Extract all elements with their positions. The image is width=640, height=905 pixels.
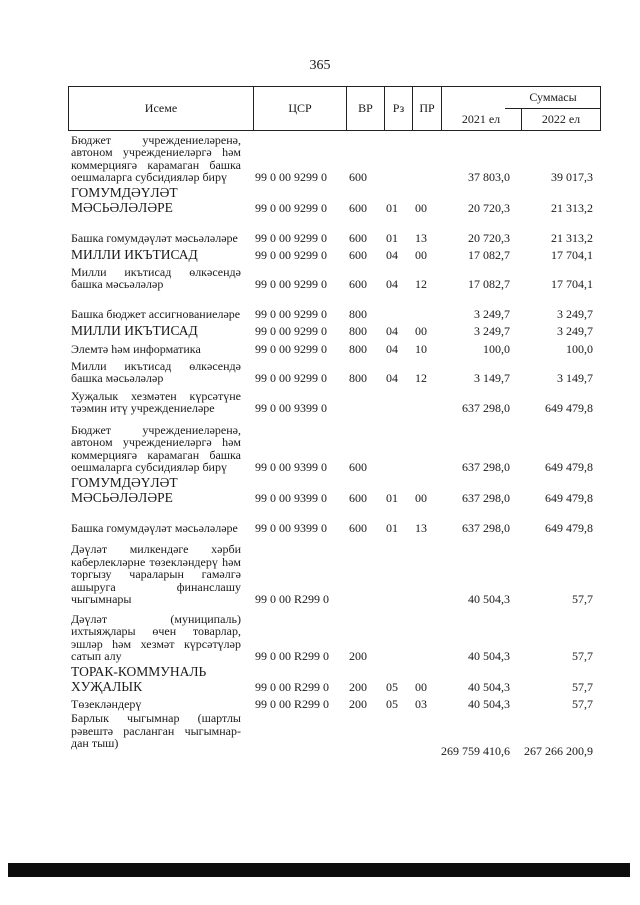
- row-vr: 800: [349, 307, 367, 321]
- row-name: Башка бюджет ассигнованиеләре: [71, 307, 241, 322]
- page-number: 365: [309, 58, 331, 73]
- row-sum-2021: 637 298,0: [462, 401, 510, 415]
- row-name: ТОРАК-КОММУНАЛЬ ХУҖАЛЫК: [71, 664, 207, 694]
- row-vr: 600: [349, 521, 367, 535]
- row-name: Милли икътисад өлкәсендә башка мәсьәләләр: [71, 358, 241, 386]
- row-sum-2022: 100,0: [566, 342, 593, 356]
- header-pr-label: ПР: [419, 101, 435, 115]
- header-year-2021: 2021 ел: [461, 112, 501, 126]
- row-vr: 800: [349, 342, 367, 356]
- row-name: Элемтә һәм информатика: [71, 342, 201, 357]
- row-csr: 99 0 00 9399 0: [255, 460, 327, 474]
- row-sum-2022: 57,7: [572, 680, 593, 694]
- row-sum-2021: 40 504,3: [468, 649, 510, 663]
- row-sum-2021: 20 720,3: [468, 201, 510, 215]
- row-name: Башка гомумдәүләт мәсьәләләре: [71, 231, 238, 246]
- row-csr: 99 0 00 9399 0: [255, 491, 327, 505]
- row-csr: 99 0 00 9299 0: [255, 170, 327, 184]
- row-name: МИЛЛИ ИКЪТИСАД: [71, 247, 198, 262]
- row-pr: 12: [415, 277, 427, 291]
- table-row: [68, 506, 601, 535]
- row-sum-2022: 649 479,8: [545, 401, 593, 415]
- row-pr: 00: [415, 491, 427, 505]
- row-sum-2021: 3 149,7: [474, 371, 510, 385]
- row-sum-2021: 40 504,3: [468, 592, 510, 606]
- table-row: [68, 357, 601, 385]
- row-sum-2021: 37 803,0: [468, 170, 510, 184]
- row-pr: 10: [415, 342, 427, 356]
- table-row: [68, 416, 601, 474]
- row-sum-2021: 3 249,7: [474, 324, 510, 338]
- row-sum-2021: 637 298,0: [462, 521, 510, 535]
- scan-edge-bar: [8, 863, 630, 877]
- row-pr: 00: [415, 248, 427, 262]
- row-sum-2022: 3 249,7: [557, 324, 593, 338]
- row-pr: 12: [415, 371, 427, 385]
- row-vr: 600: [349, 170, 367, 184]
- table-row: [68, 130, 601, 184]
- table-row: [68, 246, 601, 262]
- row-csr: 99 0 00 9299 0: [255, 324, 327, 338]
- header-year-2022: 2022 ел: [541, 112, 581, 126]
- row-sum-2022: 649 479,8: [545, 521, 593, 535]
- row-csr: 99 0 00 9299 0: [255, 342, 327, 356]
- row-sum-2022: 21 313,2: [551, 231, 593, 245]
- table-row: [68, 386, 601, 415]
- table-row: [68, 216, 601, 245]
- row-sum-2022: 57,7: [572, 592, 593, 606]
- row-rz: 05: [386, 697, 398, 711]
- header-vr: ВР: [347, 87, 385, 130]
- row-name: Бюджет учреждениеләренә, автоном учреждениеләргә һәм коммерциягә карамаган башка оешмаларга субсидияләр бирү: [71, 132, 241, 185]
- row-rz: 04: [386, 248, 398, 262]
- row-pr: 13: [415, 231, 427, 245]
- row-name: Башка гомумдәүләт мәсьәләләре: [71, 521, 238, 536]
- row-sum-2022: 3 149,7: [557, 371, 593, 385]
- row-sum-2021: 637 298,0: [462, 491, 510, 505]
- row-sum-2021: 40 504,3: [468, 680, 510, 694]
- row-sum-2021: 100,0: [483, 342, 510, 356]
- table-row: [68, 536, 601, 606]
- row-csr: 99 0 00 R299 0: [255, 697, 330, 711]
- row-name: МИЛЛИ ИКЪТИСАД: [71, 323, 198, 338]
- row-rz: 04: [386, 342, 398, 356]
- row-vr: 200: [349, 697, 367, 711]
- row-rz: 01: [386, 521, 398, 535]
- row-rz: 04: [386, 277, 398, 291]
- row-sum-2021: 17 082,7: [468, 277, 510, 291]
- row-csr: 99 0 00 9299 0: [255, 201, 327, 215]
- row-name: Барлык чыгымнар (шартлы рәвештә расланган чыгымнар-дан тыш): [71, 711, 241, 751]
- row-pr: 00: [415, 680, 427, 694]
- row-sum-2022: 21 313,2: [551, 201, 593, 215]
- row-sum-2022: 649 479,8: [545, 491, 593, 505]
- row-pr: 00: [415, 201, 427, 215]
- row-sum-2022: 57,7: [572, 649, 593, 663]
- row-vr: 800: [349, 371, 367, 385]
- table-row: [68, 695, 601, 711]
- row-csr: 99 0 00 R299 0: [255, 680, 330, 694]
- row-name: Дәүләт (муниципаль) ихтыяҗлары өчен товарлар, эшләр һәм хезмәт күрсәтүләр сатып алу: [71, 611, 241, 664]
- table-row: [68, 711, 601, 758]
- row-vr: 200: [349, 649, 367, 663]
- table-row: [68, 339, 601, 356]
- table-row: [68, 292, 601, 321]
- header-rz: Рз: [385, 87, 413, 130]
- header-csr: ЦСР: [254, 87, 347, 130]
- row-vr: 600: [349, 248, 367, 262]
- table-header: [68, 86, 601, 131]
- table-row: [68, 322, 601, 338]
- table-row: [68, 475, 601, 505]
- row-sum-2022: 649 479,8: [545, 460, 593, 474]
- row-name: Төзекләндерү: [71, 697, 142, 712]
- table-row: [68, 263, 601, 291]
- row-vr: 200: [349, 680, 367, 694]
- row-csr: 99 0 00 9399 0: [255, 401, 327, 415]
- row-vr: 600: [349, 231, 367, 245]
- row-sum-2021: 269 759 410,6: [441, 744, 510, 758]
- row-csr: 99 0 00 9299 0: [255, 307, 327, 321]
- row-name: Хуҗалык хезмәтен күрсәтүне тәэмин итү учреждениеләре: [71, 388, 241, 416]
- row-name: Милли икътисад өлкәсендә башка мәсьәләләр: [71, 264, 241, 292]
- row-pr: 13: [415, 521, 427, 535]
- row-vr: 600: [349, 201, 367, 215]
- row-sum-2021: 17 082,7: [468, 248, 510, 262]
- row-sum-2022: 17 704,1: [551, 277, 593, 291]
- row-rz: 05: [386, 680, 398, 694]
- row-sum-2021: 40 504,3: [468, 697, 510, 711]
- row-name: Бюджет учреждениеләренә, автоном учреждениеләргә һәм коммерциягә карамаган башка оешмаларга субсидияләр бирү: [71, 422, 241, 475]
- row-sum-2021: 20 720,3: [468, 231, 510, 245]
- row-vr: 600: [349, 277, 367, 291]
- row-sum-2022: 39 017,3: [551, 170, 593, 184]
- row-sum-2022: 267 266 200,9: [524, 744, 593, 758]
- row-csr: 99 0 00 R299 0: [255, 592, 330, 606]
- row-name: Дәүләт милкендәге хәрби каберлекләрне төзекләндерү һәм торгызу чараларын гамәлгә ашыруга финанслашу чыгымнары: [71, 542, 241, 607]
- row-rz: 01: [386, 231, 398, 245]
- row-rz: 04: [386, 324, 398, 338]
- row-sum-2021: 3 249,7: [474, 307, 510, 321]
- row-pr: 00: [415, 324, 427, 338]
- row-csr: 99 0 00 9299 0: [255, 371, 327, 385]
- row-csr: 99 0 00 9399 0: [255, 521, 327, 535]
- header-name: Исеме: [69, 87, 254, 130]
- row-name: ГОМУМДӘҮЛӘТ МӘСЬӘЛӘЛӘРЕ: [71, 475, 178, 505]
- row-vr: 600: [349, 460, 367, 474]
- row-vr: 800: [349, 324, 367, 338]
- table-row: [68, 664, 601, 694]
- row-pr: 03: [415, 697, 427, 711]
- row-csr: 99 0 00 R299 0: [255, 649, 330, 663]
- row-name: ГОМУМДӘҮЛӘТ МӘСЬӘЛӘЛӘРЕ: [71, 185, 178, 215]
- table-row: [68, 607, 601, 663]
- row-sum-2022: 57,7: [572, 697, 593, 711]
- table-row: [68, 185, 601, 215]
- row-csr: 99 0 00 9299 0: [255, 277, 327, 291]
- row-rz: 04: [386, 371, 398, 385]
- row-rz: 01: [386, 491, 398, 505]
- row-sum-2022: 17 704,1: [551, 248, 593, 262]
- header-sum: Суммасы: [505, 87, 601, 109]
- row-sum-2021: 637 298,0: [462, 460, 510, 474]
- row-rz: 01: [386, 201, 398, 215]
- row-csr: 99 0 00 9299 0: [255, 248, 327, 262]
- row-vr: 600: [349, 491, 367, 505]
- row-csr: 99 0 00 9299 0: [255, 231, 327, 245]
- row-sum-2022: 3 249,7: [557, 307, 593, 321]
